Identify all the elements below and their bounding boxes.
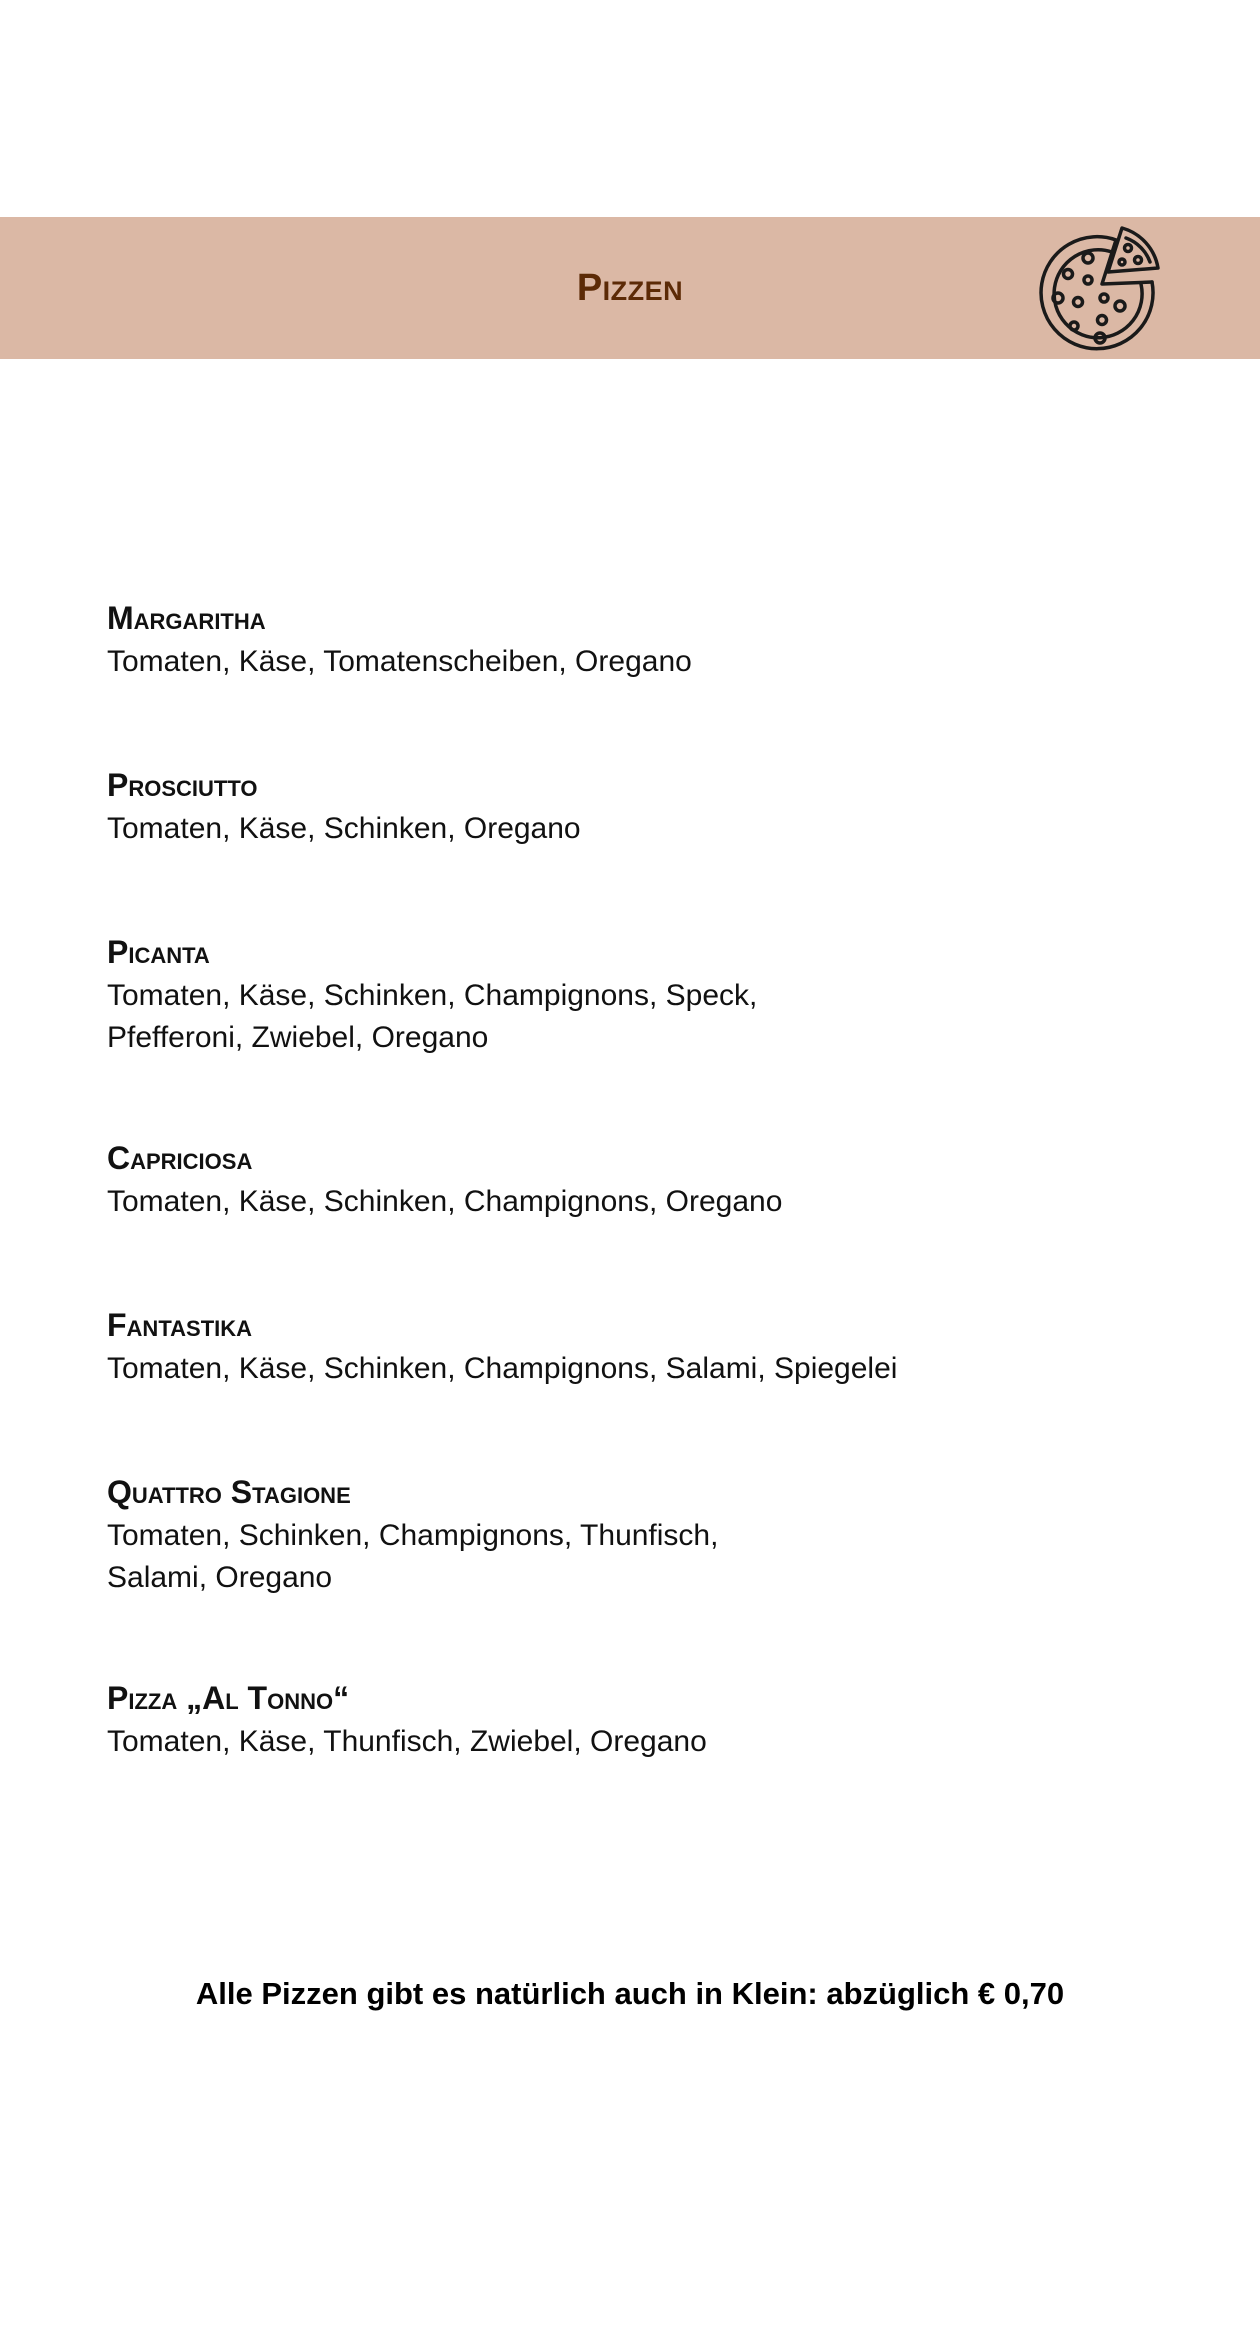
menu-item-name: Pizza „Al Tonno“ [107,1680,350,1716]
menu-item [107,762,1147,850]
menu-item [107,929,1147,1059]
footer-note: Alle Pizzen gibt es natürlich auch in Klein: abzüglich € 0,70 [195,1976,1065,2011]
menu-item-description: Tomaten, Käse, Schinken, Champignons, Speck, Pfefferoni, Zwiebel, Oregano [107,979,758,1054]
menu-item [107,1302,1147,1390]
menu-item-name: Margaritha [107,600,266,636]
section-header-band [0,217,1260,359]
menu-item-name: Capriciosa [107,1140,253,1176]
menu-item-name: Quattro Stagione [107,1474,351,1510]
menu-item [107,595,1147,683]
pizza-icon [1030,222,1170,358]
menu-item-name: Picanta [107,934,210,970]
menu-item-description: Tomaten, Käse, Thunfisch, Zwiebel, Oregano [107,1725,707,1758]
menu-item [107,1135,1147,1223]
menu-item-name: Prosciutto [107,767,258,803]
menu-item [107,1675,1147,1763]
menu-item-description: Tomaten, Käse, Tomatenscheiben, Oregano [107,645,692,678]
menu-item-description: Tomaten, Käse, Schinken, Champignons, Oregano [107,1185,783,1218]
menu-item [107,1469,1147,1599]
menu-item-description: Tomaten, Käse, Schinken, Oregano [107,812,581,845]
menu-item-description: Tomaten, Schinken, Champignons, Thunfisch, Salami, Oregano [107,1519,719,1594]
menu-item-description: Tomaten, Käse, Schinken, Champignons, Salami, Spiegelei [107,1352,898,1385]
menu-item-name: Fantastika [107,1307,253,1343]
section-title: Pizzen [576,267,684,309]
